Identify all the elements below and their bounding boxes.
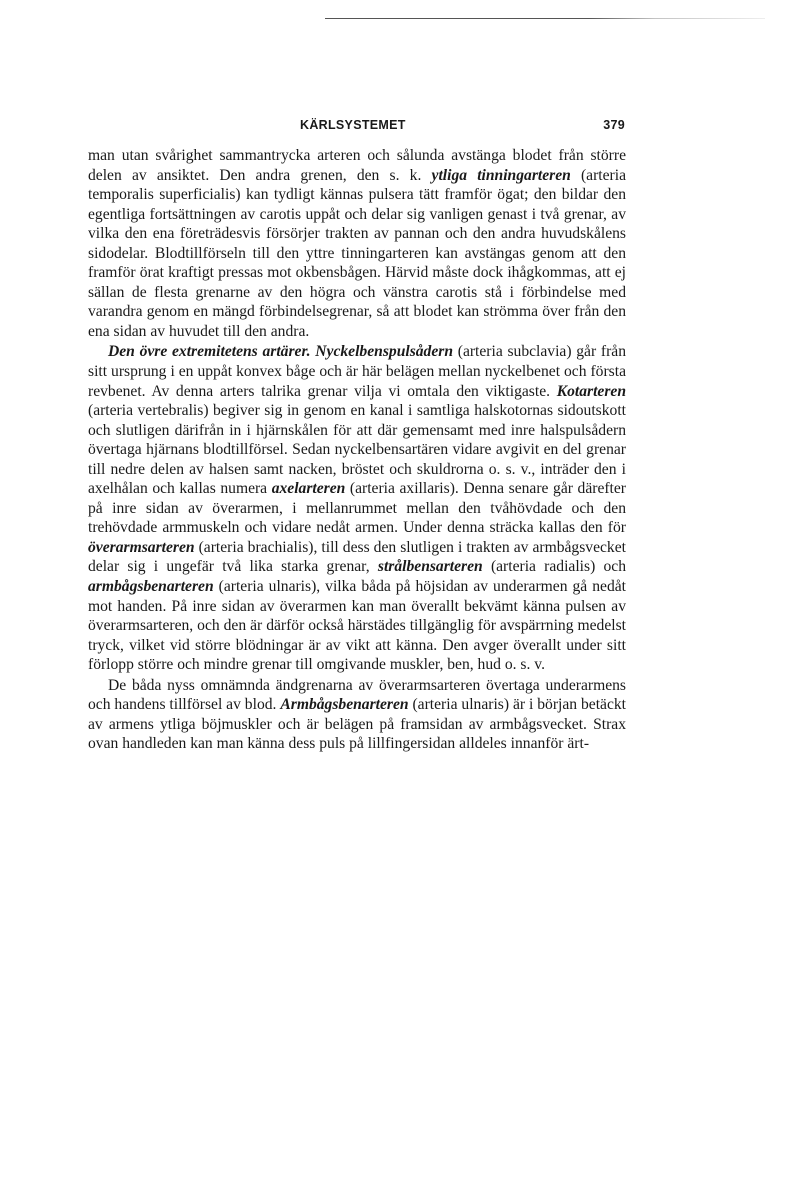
emphasized-term: armbågsbenarteren	[88, 578, 214, 596]
paragraph	[88, 676, 626, 754]
text-run: (arteria ulnaris) är i början betäckt av armens ytliga böjmuskler och är belägen på framsidan av armbågsvecket. Strax ovan handleden kan man känna dess puls på lillfingersidan alldeles innanför ärt-	[88, 696, 626, 753]
text-run: (arteria radialis) och	[482, 558, 627, 576]
page-body	[88, 146, 626, 754]
text-run: (arteria brachialis), till dess den slutligen i trakten av armbågsvecket delar sig i ungefär två lika starka grenar,	[88, 538, 626, 576]
emphasized-term: Den övre extremitetens artärer.	[108, 343, 311, 361]
text-run: (arteria axillaris). Denna senare går därefter på inre sidan av överarmen, i mellanrummet mellan den tvåhövdade och den trehövdade armmuskeln och vidare nedåt armen. Under denna sträcka kallas den för	[88, 480, 626, 537]
emphasized-term: Armbågsbenarteren	[280, 696, 409, 714]
running-title: KÄRLSYSTEMET	[300, 118, 406, 132]
text-run: (arteria vertebralis) begiver sig in genom en kanal i samtliga halskotornas sidoutskott och slutligen därifrån in i hjärnskålen för att där gemensamt med inre halspulsådern övertaga hjärnans blodtillförsel. Sedan nyckelbensartären vidare avgivit en del grenar till nedre delen av halsen samt nacken, bröstet och skuldrorna o. s. v., inträder den i axelhålan och kallas numera	[88, 402, 626, 498]
paragraph	[88, 342, 626, 674]
emphasized-term: ytliga tinningarteren	[431, 166, 571, 184]
emphasized-term: strålbensarteren	[377, 558, 483, 576]
emphasized-term: Kotarteren	[556, 382, 626, 400]
text-run: (arteria ulnaris), vilka båda på höjsidan av underarmen gå nedåt mot handen. På inre sidan av överarmen kan man överallt bekvämt känna pulsen av överarmsarteren, och den är därför också härstädes tillgänglig för avspärrning medelst tryck, vilket vid större blödningar är av vikt att känna. Den avger överallt under sitt förlopp större och mindre grenar till omgivande muskler, ben, hud o. s. v.	[88, 578, 626, 674]
paragraph	[88, 146, 626, 341]
page-number: 379	[603, 118, 625, 132]
emphasized-term: axelarteren	[271, 480, 346, 498]
emphasized-term: överarmsarteren	[88, 538, 195, 556]
text-run: De båda nyss omnämnda ändgrenarna av överarmsarteren övertaga underarmens och handens tillförsel av blod.	[88, 676, 626, 714]
emphasized-term: Nyckelbenspulsådern	[315, 343, 454, 361]
top-edge-rule	[325, 18, 765, 19]
text-run: man utan svårighet sammantrycka arteren och sålunda avstänga blodet från större delen av ansiktet. Den andra grenen, den s. k.	[88, 147, 626, 184]
text-run: (arteria subclavia) går från sitt ursprung i en uppåt konvex båge och är här belägen mellan nyckelbenet och första revbenet. Av denna arters talrika grenar vilja vi omtala den viktigaste.	[88, 343, 626, 400]
running-header	[90, 118, 625, 136]
text-run: (arteria temporalis superficialis) kan tydligt kännas pulsera tätt framför ögat; den bildar den egentliga fortsättningen av carotis uppåt och delar sig vanligen genast i två grenar, av vilka den ena företrädesvis försörjer trakten av pannan och den andra huvudskålens sidodelar. Blodtillförseln till den yttre tinningarteren kan avstängas genom att den framför örat kraftigt pressas mot okbensbågen. Härvid måste dock ihågkommas, att ej sällan de flesta grenarne av den högra och vänstra carotis stå i förbindelse med varandra genom en mängd förbindelsegrenar, så att blodet kan strömma över från den ena sidan av huvudet till den andra.	[88, 166, 626, 340]
